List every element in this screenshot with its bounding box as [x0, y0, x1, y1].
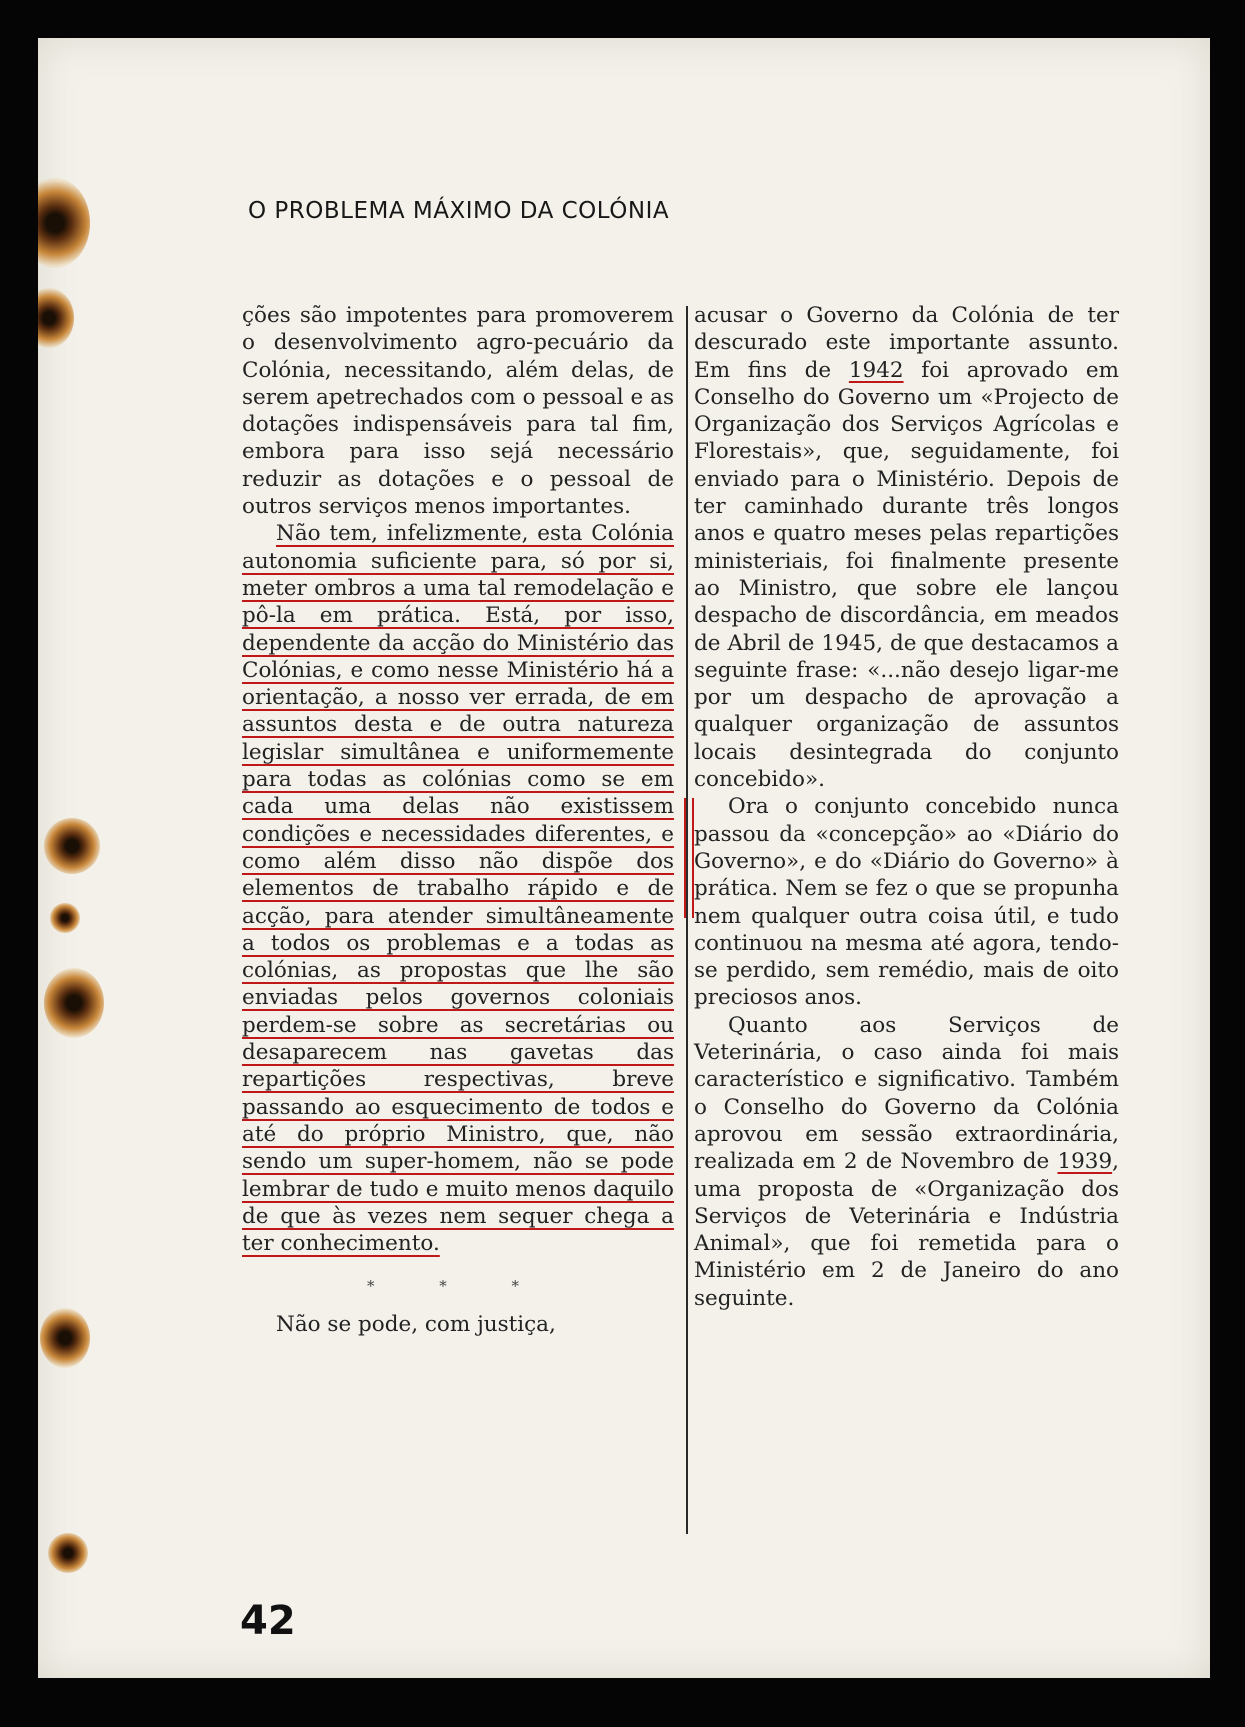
burn-mark — [44, 818, 100, 874]
paragraph — [694, 1012, 1119, 1312]
burn-mark — [40, 1308, 90, 1368]
paragraph: Ora o conjunto concebido nunca passou da «concepção» ao «Diário do Governo», e do «Diário do Governo» à prática. Nem se fez o que se propunha nem qualquer outra coisa útil, e tudo continuou na mesma até agora, tendo-se perdido, sem remédio, mais de oito preciosos anos. — [694, 794, 1119, 1011]
paragraph-text: , uma proposta de «Organização dos Serviços de Veterinária e Indústria Animal», que foi remetida para o Ministério em 2 de Janeiro do ano seguinte. — [694, 1149, 1119, 1311]
paragraph-text: Quanto aos Serviços de Veterinária, o caso ainda foi mais característico e significativo. Também o Conselho do Governo da Colónia aprovou em sessão extraordinária, realizada em 2 de Novembro de — [694, 1012, 1119, 1175]
paragraph-text: foi aprovado em Conselho do Governo um «Projecto de Organização dos Serviços Agrícolas e Florestais», que, seguidamente, foi enviado para o Ministério. Depois de ter caminhado durante três longos anos e quatro meses pelas repartições ministeriais, foi finalmente presente ao Ministro, que sobre ele lançou despacho de discordância, em meados de Abril de 1945, de que destacamos a seguinte frase: «...não desejo ligar-me por um despacho de aprovação a qualquer organização de assuntos locais desintegrada do conjunto concebido». — [694, 357, 1119, 793]
underlined-year: 1939 — [1057, 1149, 1113, 1175]
page-header: O PROBLEMA MÁXIMO DA COLÓNIA — [248, 198, 670, 224]
section-separator: * * * — [366, 1277, 550, 1296]
paragraph-text: acusar o Governo da Colónia de ter descurado este importante assunto. Em fins de — [694, 303, 1119, 383]
right-column — [694, 302, 1119, 1312]
burn-mark — [48, 1533, 88, 1573]
paragraph: ções são impotentes para promoverem o desenvolvimento agro-pecuário da Colónia, necessitando, além delas, de serem apetrechados com o pessoal e as dotações indispensáveis para tal fim, embora para isso sejá necessário reduzir as dotações e o pessoal de outros serviços menos importantes. — [242, 303, 674, 520]
margin-mark — [684, 798, 694, 918]
burn-mark — [44, 968, 104, 1038]
column-divider — [686, 306, 688, 1534]
underlined-paragraph: Não tem, infelizmente, esta Colónia autonomia suficiente para, só por si, meter ombros a uma tal remodelação e pô-la em prática. Está, por isso, dependente da acção do Ministério das Colónias, e como nesse Ministério há a orientação, a nosso ver errada, de em assuntos desta e de outra natureza legislar simultânea e uniformemente para todas as colónias como se em cada uma delas não existissem condições e necessidades diferentes, e como além disso não dispõe dos elementos de trabalho rápido e de acção, para atender simultâneamente a todos os problemas e a todas as colónias, as propostas que lhe são enviadas pelos governos coloniais perdem-se sobre as secretárias ou desaparecem nas gavetas das repartições respectivas, breve passando ao esquecimento de todos e até do próprio Ministro, que, não sendo um super-homem, não se pode lembrar de tudo e muito menos daquilo de que às vezes nem sequer chega a ter conhecimento. — [242, 521, 674, 1257]
paragraph: Não se pode, com justiça, — [276, 1311, 556, 1337]
scanned-page — [38, 38, 1210, 1678]
paragraph — [694, 302, 1119, 793]
left-column — [242, 302, 674, 1338]
underlined-year: 1942 — [848, 357, 904, 383]
burn-mark — [38, 288, 74, 348]
burn-mark — [38, 178, 90, 268]
page-number: 42 — [240, 1598, 296, 1644]
burn-mark — [50, 903, 80, 933]
